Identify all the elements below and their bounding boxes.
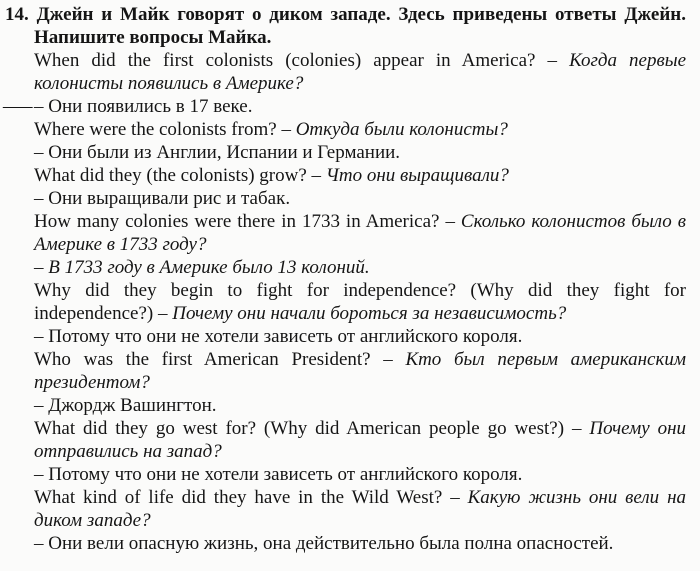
question-english: What did they go west for? (Why did American people go west?) (34, 418, 565, 439)
question-line (34, 417, 686, 463)
question-english: How many colonies were there in 1733 in America? (34, 211, 440, 232)
answer-line (34, 532, 686, 555)
margin-dash-mark: — (3, 96, 33, 117)
answer-text: – Они были из Англии, Испании и Германии. (34, 142, 401, 163)
question-english: Why did they begin to fight for independence? (Why did they fight for independence?) (34, 280, 686, 324)
dash-separator: – (450, 487, 460, 508)
question-english: What did they (the colonists) grow? (34, 165, 307, 186)
dash-separator: – (547, 50, 558, 71)
question-english: Who was the first American President? (34, 349, 371, 370)
question-russian: Сколько колонистов было в Америке в 1733 году? (34, 211, 686, 255)
answer-line (34, 325, 686, 348)
question-russian: Какую жизнь они вели на диком западе? (34, 487, 686, 531)
dash-separator: – (571, 418, 582, 439)
question-line (34, 210, 686, 256)
question-russian: Кто был первым американским президентом? (34, 349, 687, 393)
answer-line (3, 95, 686, 118)
exercise-heading (5, 3, 686, 49)
question-english: When did the first colonists (colonies) appear in America? (34, 50, 536, 71)
answer-text: – Они выращивали рис и табак. (34, 188, 291, 209)
question-russian: Откуда были колонисты? (295, 119, 508, 140)
dash-separator: – (383, 349, 393, 370)
answer-line (34, 141, 686, 164)
dash-separator: – (445, 211, 455, 232)
dash-separator: – (281, 119, 291, 140)
question-line (34, 164, 686, 187)
dash-separator: – (311, 165, 322, 186)
answer-text: – Они появились в 17 веке. (34, 96, 253, 117)
exercise-instruction: Джейн и Майк говорят о диком западе. Здесь приведены ответы Джейн. Напишите вопросы Майка. (34, 4, 686, 48)
question-russian: Когда первые колонисты появились в Америке? (34, 50, 687, 94)
answer-text: – Джордж Вашингтон. (34, 395, 217, 416)
question-line (34, 348, 686, 394)
answer-line (34, 187, 686, 210)
question-russian: Что они выращивали? (325, 165, 509, 186)
question-line (34, 49, 686, 95)
answer-text: – В 1733 году в Америке было 13 колоний. (34, 257, 370, 278)
question-english: What kind of life did they have in the Wild West? (34, 487, 443, 508)
answer-line (34, 463, 686, 486)
exercise-number: 14. (5, 4, 29, 25)
question-line (34, 279, 686, 325)
question-line (34, 118, 686, 141)
answer-line (34, 256, 686, 279)
answer-text: – Они вели опасную жизнь, она действительно была полна опасностей. (34, 533, 614, 554)
answer-line (34, 394, 686, 417)
dash-separator: – (157, 303, 168, 324)
answer-text: – Потому что они не хотели зависеть от английского короля. (34, 464, 523, 485)
answer-text: – Потому что они не хотели зависеть от английского короля. (34, 326, 523, 347)
question-russian: Почему они начали бороться за независимость? (172, 303, 567, 324)
question-russian: Почему они отправились на запад? (34, 418, 687, 462)
question-english: Where were the colonists from? (34, 119, 277, 140)
question-line (34, 486, 686, 532)
